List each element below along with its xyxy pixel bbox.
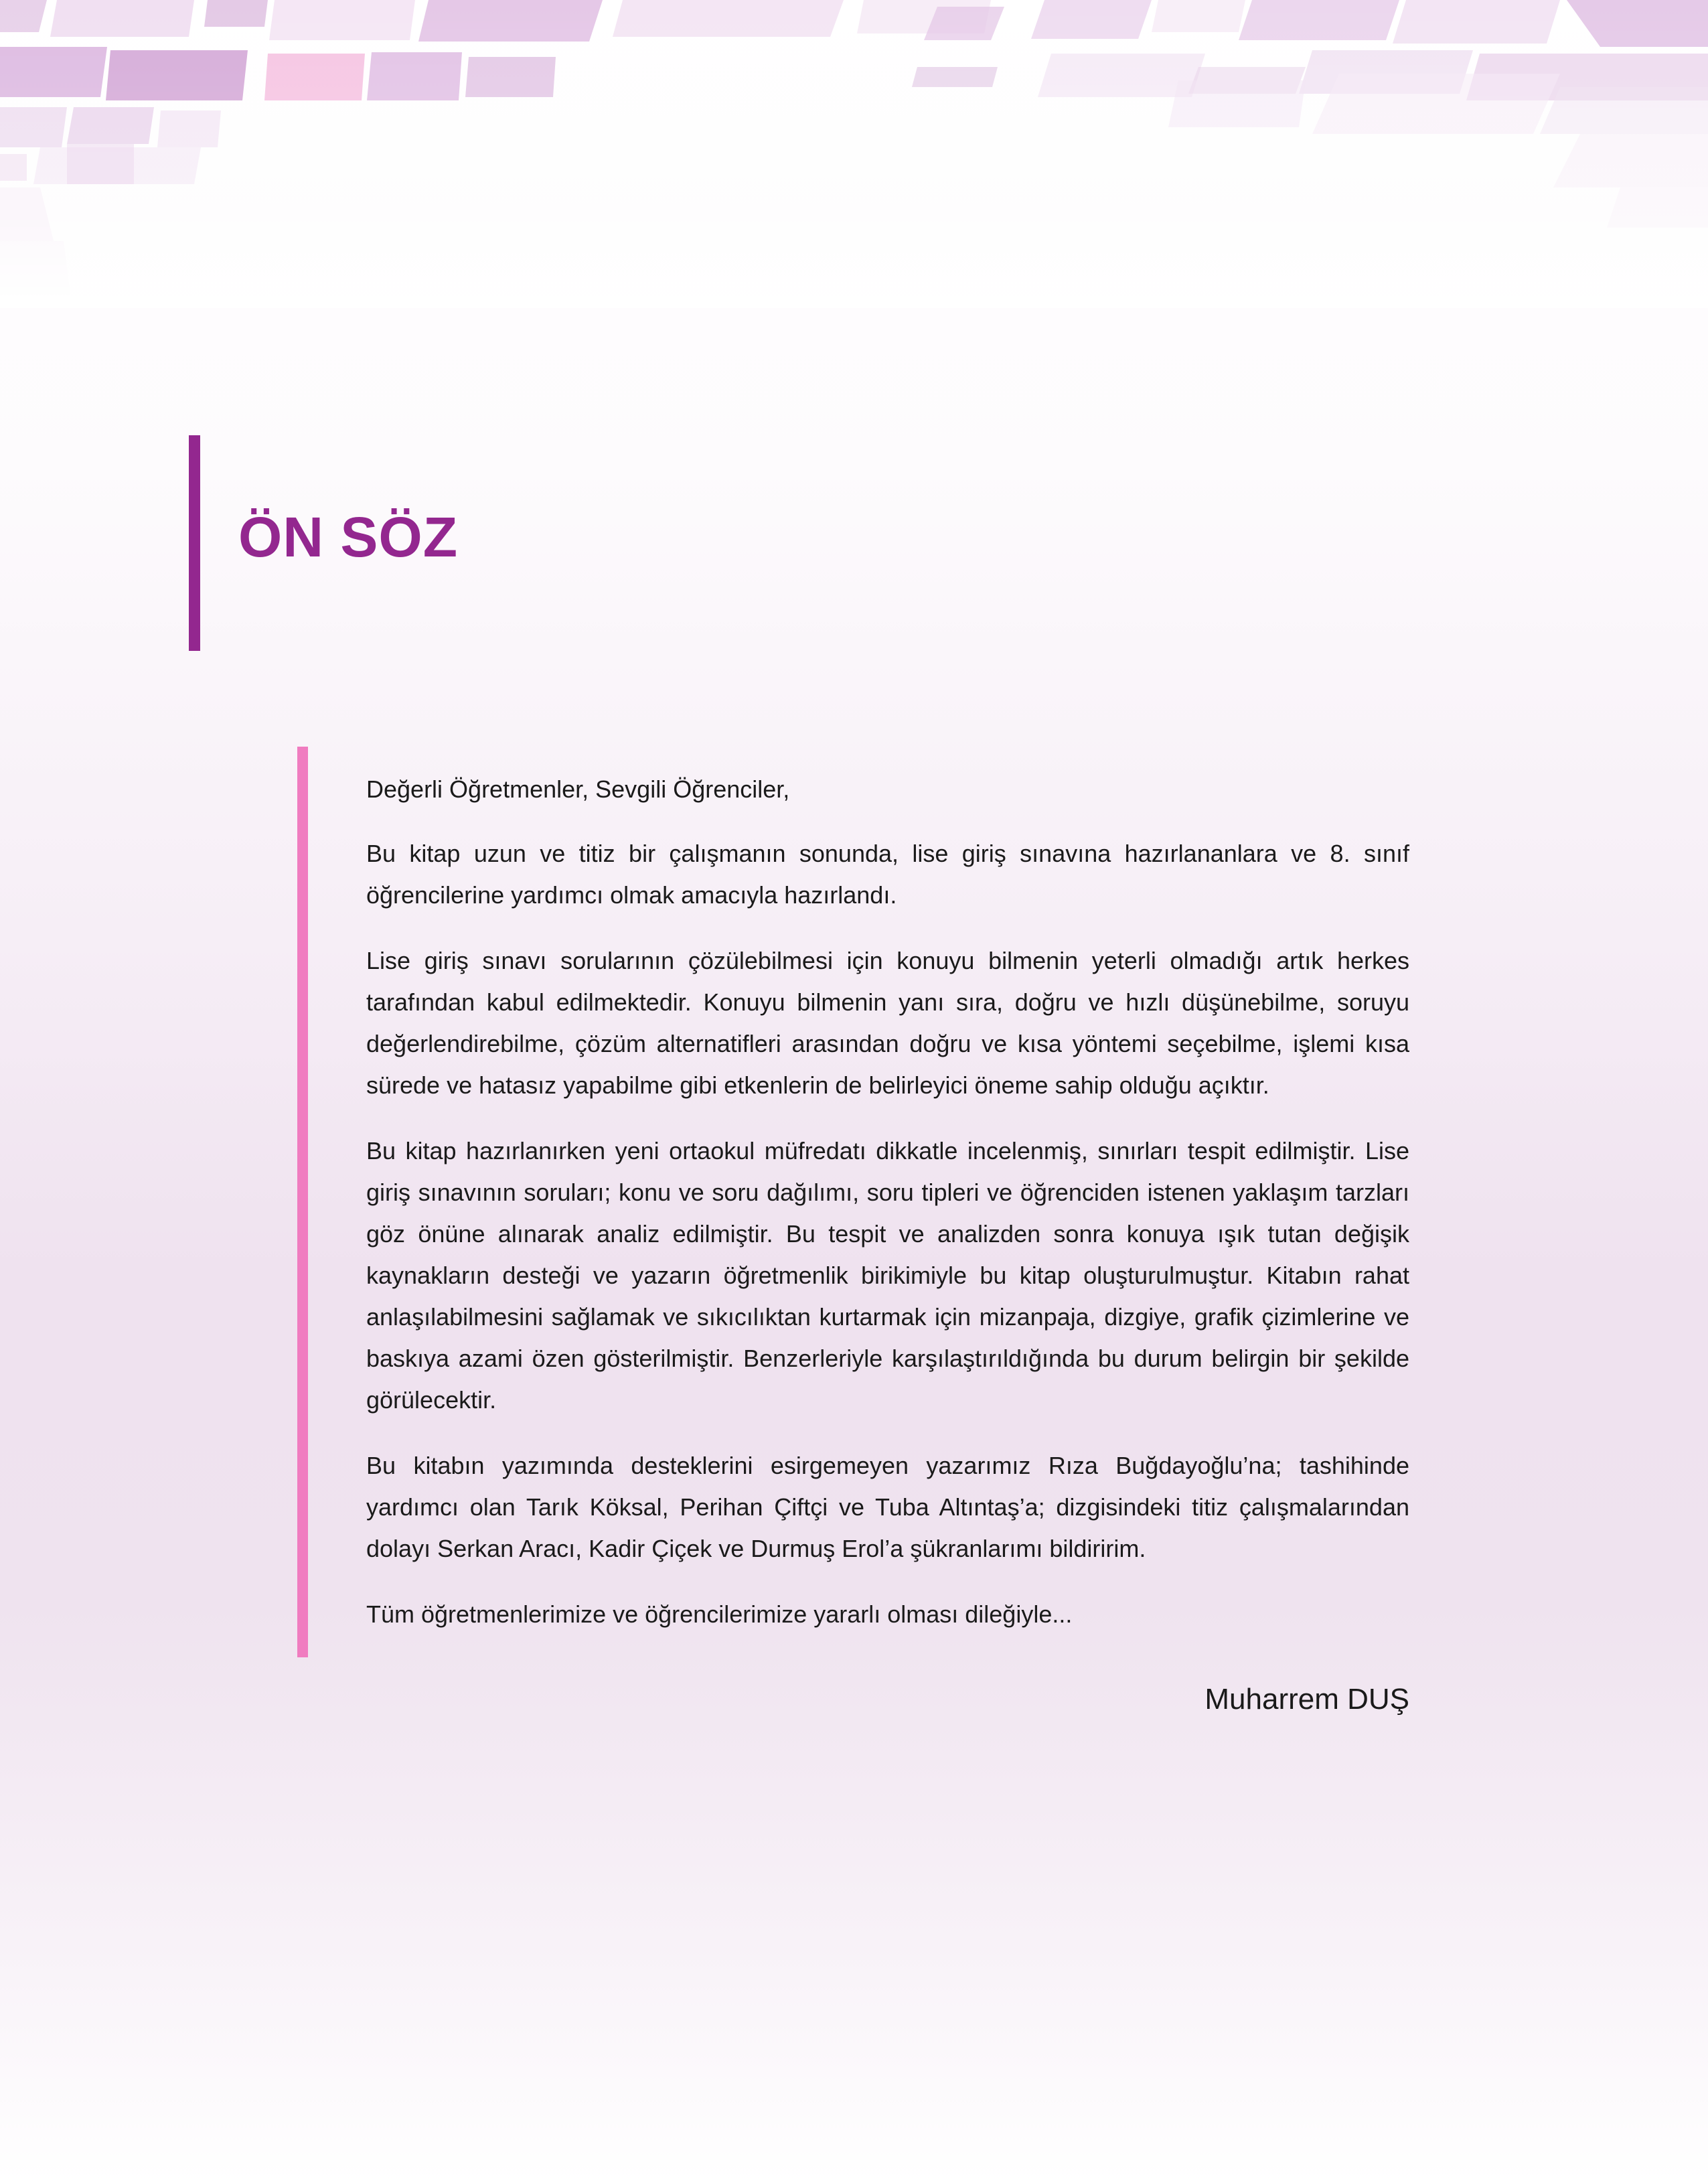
paragraph-5: Tüm öğretmenlerimize ve öğrencilerimize yararlı olması dileğiyle...: [366, 1600, 1073, 1628]
decorative-header-banner: [0, 0, 1708, 308]
paragraph-1: Bu kitap uzun ve titiz bir çalışmanın sonunda, lise giriş sınavına hazırlananlara ve 8. sınıf öğrencilerine yardımcı olmak amacıyla hazırlandı.: [366, 840, 1409, 909]
preface-body: [366, 769, 1409, 1659]
author-signature: Muharrem DUŞ: [1205, 1683, 1409, 1716]
paragraph-3: Bu kitap hazırlanırken yeni ortaokul müfredatı dikkatle incelenmiş, sınırları tespit edilmiştir. Lise giriş sınavının soruları; konu ve soru dağılımı, soru tipleri ve öğrenciden istenen yaklaşım tarzları göz önüne alınarak analiz edilmiştir. Bu tespit ve analizden sonra konuya ışık tutan değişik kaynakların desteği ve yazarın öğretmenlik birikimiyle bu kitap oluşturulmuştur. Kitabın rahat anlaşılabilmesini sağlamak ve sıkıcılıktan kurtarmak için mizanpaja, dizgiye, grafik çizimlerine ve baskıya azami özen gösterilmiştir. Benzerleriyle karşılaştırıldığında bu durum belirgin bir şekilde görülecektir.: [366, 1137, 1409, 1414]
paragraph-2: Lise giriş sınavı sorularının çözülebilmesi için konuyu bilmenin yeterli olmadığı artık herkes tarafından kabul edilmektedir. Konuyu bilmenin yanı sıra, doğru ve hızlı düşünebilme, soruyu değerlendirebilme, çözüm alternatifleri arasından doğru ve kısa yöntemi seçebilme, işlemi kısa sürede ve hatasız yapabilme gibi etkenlerin de belirleyici öneme sahip olduğu açıktır.: [366, 947, 1409, 1099]
content-accent-bar: [297, 747, 308, 1657]
paragraph-4: Bu kitabın yazımında desteklerini esirgemeyen yazarımız Rıza Buğdayoğlu’na; tashihinde yardımcı olan Tarık Köksal, Perihan Çiftçi ve Tuba Altıntaş’a; dizgisindeki titiz çalışmalarından dolayı Serkan Aracı, Kadir Çiçek ve Durmuş Erol’a şükranlarımı bildiririm.: [366, 1452, 1409, 1562]
greeting: Değerli Öğretmenler, Sevgili Öğrenciler,: [366, 775, 790, 803]
page-title: ÖN SÖZ: [238, 506, 459, 569]
title-accent-bar: [189, 435, 200, 651]
